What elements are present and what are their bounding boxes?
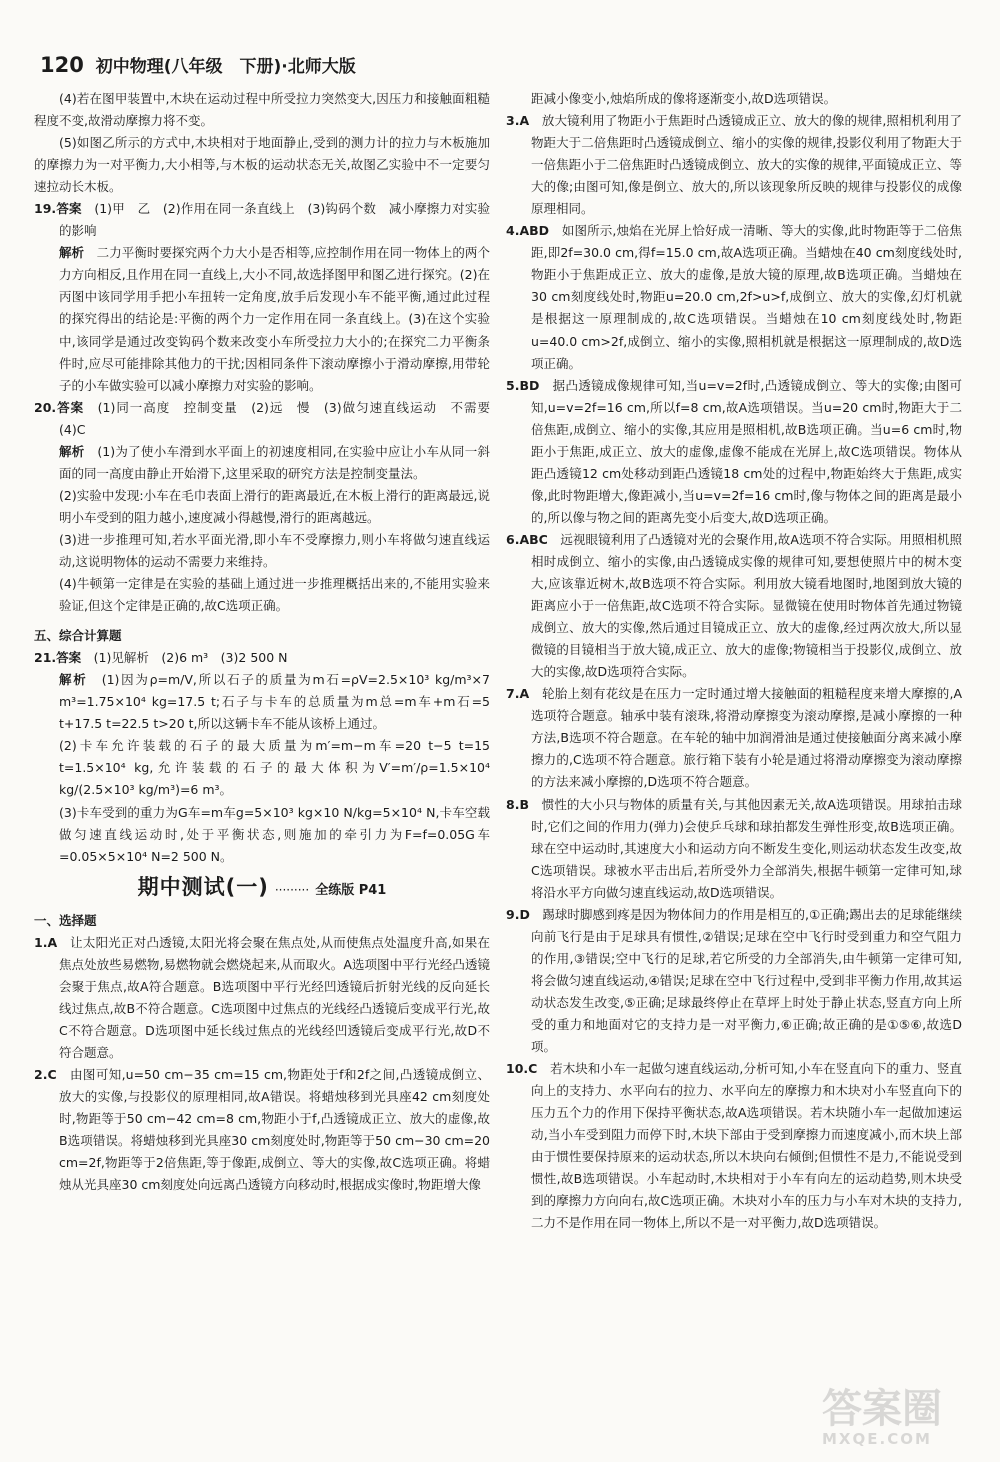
right-column [506, 88, 962, 1234]
answer-label: 6.ABC [506, 531, 548, 547]
answer-paragraph: 解析 二力平衡时要探究两个力大小是否相等,应控制作用在同一物体上的两个力方向相反,且作用在同一直线上,大小不同,故选择图甲和图乙进行探究。(2)在丙图中该同学用手把小车扭转一定角度,放手后发现小车不能平衡,通过此过程的探究得出的结论是:平衡的两个力一定作用在同一条直线上。(3)在这个实验中,该同学是通过改变钩码个数来改变小车所受拉力大小的;在探究二力平衡条件时,应尽可能排除其他力的干扰;因相同条件下滚动摩擦小于滑动摩擦,用带轮子的小车做实验可以减小摩擦力对实验的影响。 [59, 245, 490, 393]
answer-label: 8.B [506, 796, 529, 812]
answer-paragraph: 21.答案 (1)见解析 (2)6 m³ (3)2 500 N [34, 650, 288, 666]
midterm-title: 期中测试(一) [137, 874, 269, 899]
midterm-heading [34, 876, 490, 902]
answer-paragraph: 4.ABD 如图所示,烛焰在光屏上恰好成一清晰、等大的实像,此时物距等于二倍焦距,即2f=30.0 cm,得f=15.0 cm,故A选项正确。当蜡烛在40 cm刻度线处时,物距小于焦距成正立、放大的虚像,是放大镜的原理,故B选项正确。当蜡烛在30 cm刻度线处时,物距u=20.0 cm,2f>u>f,成倒立、放大的实像,幻灯机就是根据这一原理制成的,故C选项错误。当蜡烛在10 cm刻度线处时,物距u=40.0 cm>2f,成倒立、缩小的实像,照相机就是根据这一原理制成的,故D选项正确。 [506, 223, 962, 371]
midterm-version: 全练版 P41 [315, 882, 387, 898]
answer-label: 19.答案 [34, 201, 82, 217]
section-heading: 五、综合计算题 [34, 628, 122, 644]
answer-paragraph: (3)卡车受到的重力为G车=m车g=5×10³ kg×10 N/kg=5×10⁴ N,卡车空载做匀速直线运动时,处于平衡状态,则施加的牵引力为F=f=0.05G车=0.05×5×10⁴ N=2 500 N。 [59, 804, 490, 864]
answer-paragraph: 1.A 让太阳光正对凸透镜,太阳光将会聚在焦点处,从而使焦点处温度升高,如果在焦点处放些易燃物,易燃物就会燃烧起来,从而取火。A选项图中平行光经凸透镜会聚于焦点,故A符合题意。B选项图中平行光经凹透镜后折射光线的反向延长线过焦点,故B不符合题意。C选项图中过焦点的光线经凸透镜后变成平行光,故C不符合题意。D选项图中延长线过焦点的光线经凹透镜后变成平行光,故D不符合题意。 [34, 934, 490, 1060]
answer-label: 1.A [34, 934, 58, 950]
page-number: 120 [40, 53, 84, 77]
answer-label: 3.A [506, 113, 530, 129]
answer-paragraph: 解析 (1)为了使小车滑到水平面上的初速度相同,在实验中应让小车从同一斜面的同一高度由静止开始滑下,这里采取的研究方法是控制变量法。 [59, 443, 490, 481]
answer-paragraph: 7.A 轮胎上刻有花纹是在压力一定时通过增大接触面的粗糙程度来增大摩擦的,A选项符合题意。轴承中装有滚珠,将滑动摩擦变为滚动摩擦,是减小摩擦的一种方法,B选项不符合题意。在车轮的轴中加润滑油是通过使接触面分离来减小摩擦力的,C选项不符合题意。旅行箱下装有小轮是通过将滑动摩擦变为滚动摩擦的方法来减小摩擦的,D选项不符合题意。 [506, 686, 962, 790]
answer-label: 解析 [59, 672, 88, 688]
answer-label: 5.BD [506, 377, 540, 393]
answer-paragraph: 20.答案 (1)同一高度 控制变量 (2)远 慢 (3)做匀速直线运动 不需要 (4)C [34, 399, 503, 437]
answer-paragraph: (4)若在图甲装置中,木块在运动过程中所受拉力突然变大,因压力和接触面粗糙程度不变,故滑动摩擦力将不变。 [34, 91, 490, 129]
watermark-text: 答案圈 [822, 1386, 942, 1432]
answer-paragraph: (2)卡车允许装载的石子的最大质量为m′=m−m车=20 t−5 t=15 t=1.5×10⁴ kg,允许装载的石子的最大体积为V′=m′/ρ=1.5×10⁴ kg/(2.5×10³ kg/m³)=6 m³。 [59, 738, 490, 798]
watermark-url: MXQE.COM [822, 1430, 932, 1448]
answer-paragraph: (5)如图乙所示的方式中,木块相对于地面静止,受到的测力计的拉力与木板施加的摩擦力为一对平衡力,大小相等,与木板的运动状态无关,故图乙实验中不一定要匀速拉动长木板。 [34, 135, 490, 195]
answer-label: 20.答案 [34, 399, 85, 415]
answer-label: 7.A [506, 686, 530, 702]
answer-paragraph: 5.BD 据凸透镜成像规律可知,当u=v=2f时,凸透镜成倒立、等大的实像;由图可知,u=v=2f=16 cm,所以f=8 cm,故A选项错误。当u=20 cm时,物距大于二倍焦距,成倒立、缩小的实像,其应用是照相机,故B选项正确。当u=6 cm时,物距小于焦距,成正立、放大的虚像,虚像不能成在光屏上,故C选项错误。物体从距凸透镜12 cm处移动到距凸透镜18 cm处的过程中,物距始终大于焦距,成实像,此时物距增大,像距减小,当u=v=2f=16 cm时,像与物体之间的距离是最小的,所以像与物之间的距离先变小后变大,故D选项正确。 [506, 377, 962, 525]
page-header [40, 52, 740, 78]
answer-label: 9.D [506, 906, 530, 922]
midterm-dots: ········· [274, 882, 310, 897]
answer-paragraph: (4)牛顿第一定律是在实验的基础上通过进一步推理概括出来的,不能用实验来验证,但这个定律是正确的,故C选项正确。 [59, 576, 490, 614]
book-title: 初中物理(八年级 下册)·北师大版 [95, 57, 356, 77]
answer-paragraph: 2.C 由图可知,u=50 cm−35 cm=15 cm,物距处于f和2f之间,凸透镜成倒立、放大的实像,与投影仪的原理相同,故A错误。将蜡烛移到光具座42 cm刻度处时,物距等于50 cm−42 cm=8 cm,物距小于f,凸透镜成正立、放大的虚像,故B选项错误。将蜡烛移到光具座30 cm刻度处时,物距等于50 cm−30 cm=20 cm=2f,物距等于2倍焦距,等于像距,成倒立、等大的实像,故C选项正确。将蜡烛从光具座30 cm刻度处向远离凸透镜方向移动时,根据成实像时,物距增大像 [34, 1067, 490, 1193]
left-column [34, 88, 503, 1196]
answer-paragraph: 距减小像变小,烛焰所成的像将逐渐变小,故D选项错误。 [531, 91, 837, 106]
answer-paragraph: (3)进一步推理可知,若水平面光滑,即小车不受摩擦力,则小车将做匀速直线运动,这说明物体的运动不需要力来维持。 [59, 531, 490, 569]
answer-label: 4.ABD [506, 223, 550, 239]
answer-label: 10.C [506, 1061, 538, 1077]
answer-label: 2.C [34, 1067, 57, 1083]
answer-paragraph: 解析 (1)因为ρ=m/V,所以石子的质量为m石=ρV=2.5×10³ kg/m³×7 m³=1.75×10⁴ kg=17.5 t;石子与卡车的总质量为m总=m车+m石=5 t+17.5 t=22.5 t>20 t,所以这辆卡车不能从该桥上通过。 [59, 672, 490, 732]
watermark-logo [822, 1388, 982, 1448]
answer-paragraph: 6.ABC 远视眼镜利用了凸透镜对光的会聚作用,故A选项不符合实际。用照相机照相时成倒立、缩小的实像,由凸透镜成实像的规律可知,要想使照片中的树木变大,应该靠近树木,故B选项不符合实际。利用放大镜看地图时,地图到放大镜的距离应小于一倍焦距,故C选项不符合实际。显微镜在使用时物体首先通过物镜成倒立、放大的实像,然后通过目镜成正立、放大的虚像,经过两次放大,所以显微镜的目镜相当于放大镜,成正立、放大的虚像;物镜相当于投影仪,成倒立、放大的实像,故D选项符合实际。 [506, 531, 962, 680]
section-heading: 一、选择题 [34, 912, 97, 928]
answer-paragraph: (2)实验中发现:小车在毛巾表面上滑行的距离最近,在木板上滑行的距离最远,说明小车受到的阻力越小,速度减小得越慢,滑行的距离越远。 [59, 487, 490, 525]
answer-paragraph: 10.C 若木块和小车一起做匀速直线运动,分析可知,小车在竖直向下的重力、竖直向上的支持力、水平向右的拉力、水平向左的摩擦力和木块对小车竖直向下的压力五个力的作用下保持平衡状态,故A选项错误。若木块随小车一起做加速运动,当小车受到阻力而停下时,木块下部由于受到摩擦力而速度减小,而木块上部由于惯性要保持原来的运动状态,所以木块向右倾倒;但惯性不是力,不能说受到惯性,故B选项错误。小车起动时,木块相对于小车有向左的运动趋势,则木块受到的摩擦力方向向右,故C选项正确。木块对小车的压力与小车对木块的支持力,二力不是作用在同一物体上,所以不是一对平衡力,故D选项错误。 [506, 1061, 962, 1231]
answer-paragraph: 9.D 踢球时脚感到疼是因为物体间力的作用是相互的,①正确;踢出去的足球能继续向前飞行是由于足球具有惯性,②错误;足球在空中飞行时受到重力和空气阻力的作用,③错误;空中飞行的足球,若它所受的力全部消失,由牛顿第一定律可知,将会做匀速直线运动,④错误;足球在空中飞行过程中,受到非平衡力作用,故其运动状态发生改变,⑤正确;足球最终停止在草坪上时处于静止状态,竖直方向上所受的重力和地面对它的支持力是一对平衡力,⑥正确;故正确的是①⑤⑥,故选D项。 [506, 906, 962, 1055]
answer-label: 21.答案 [34, 650, 82, 666]
answer-paragraph: 19.答案 (1)甲 乙 (2)作用在同一条直线上 (3)钩码个数 减小摩擦力对实验的影响 [34, 201, 490, 239]
answer-label: 解析 [59, 245, 85, 261]
answer-paragraph: 3.A 放大镜利用了物距小于焦距时凸透镜成正立、放大的像的规律,照相机利用了物距大于二倍焦距时凸透镜成倒立、缩小的实像的规律,投影仪利用了物距大于一倍焦距小于二倍焦距时凸透镜成倒立、放大的实像的规律,平面镜成正立、等大的像;由图可知,像是倒立、放大的,所以该现象所反映的规律与投影仪的成像原理相同。 [506, 113, 962, 217]
answer-label: 解析 [59, 443, 85, 459]
answer-paragraph: 8.B 惯性的大小只与物体的质量有关,与其他因素无关,故A选项错误。用球拍击球时,它们之间的作用力(弹力)会使乒乓球和球拍都发生弹性形变,故B选项正确。球在空中运动时,其速度大小和运动方向不断发生变化,则运动状态发生改变,故C选项错误。球被水平击出后,若所受外力全部消失,根据牛顿第一定律可知,球将沿水平方向做匀速直线运动,故D选项错误。 [506, 796, 962, 900]
